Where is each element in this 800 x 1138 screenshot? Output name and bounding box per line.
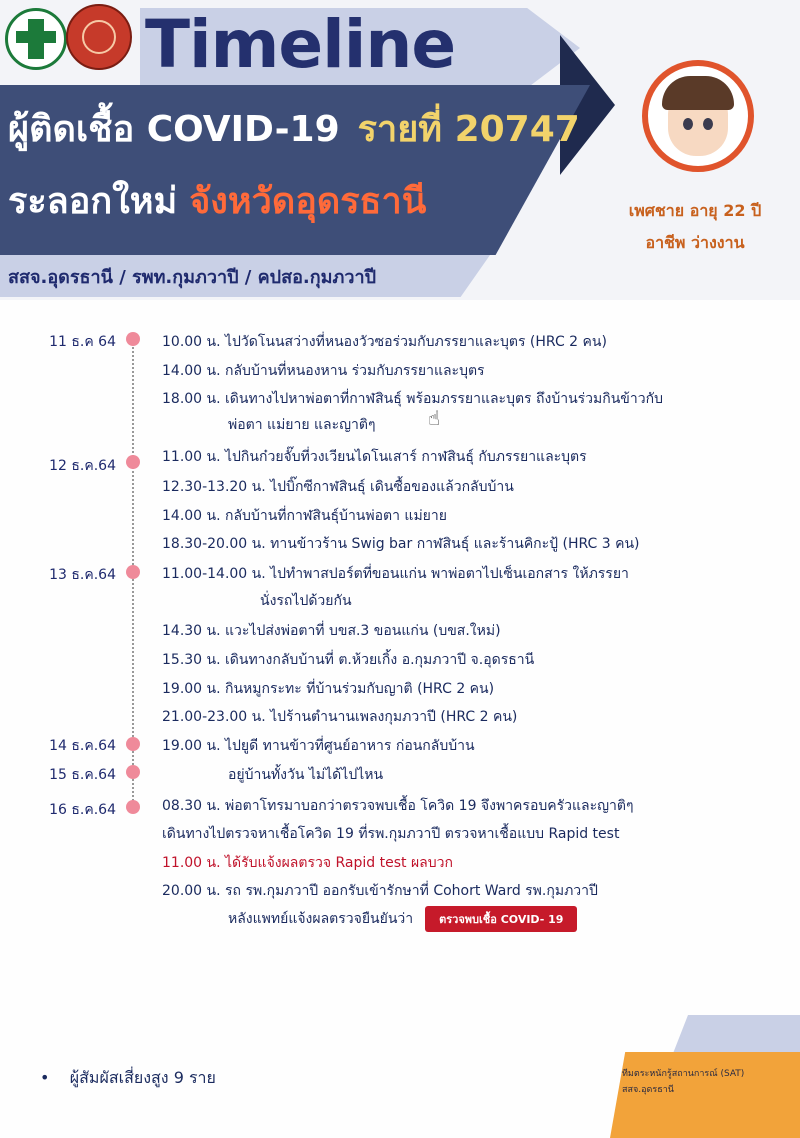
- bullet-dot: •: [40, 1068, 70, 1087]
- person-info: [600, 195, 790, 259]
- timeline-date: 14 ธ.ค.64: [49, 738, 116, 754]
- person-gender-age: เพศชาย อายุ 22 ปี: [628, 201, 762, 220]
- timeline-dot: [126, 455, 140, 469]
- timeline-event: 21.00-23.00 น. ไปร้านตำนานเพลงกุมภวาปี (HRC 2 คน): [162, 709, 518, 725]
- timeline-event: 19.00 น. ไปยูดี ทานข้าวที่ศูนย์อาหาร ก่อนกลับบ้าน: [162, 738, 475, 754]
- summary-item: [40, 1066, 216, 1091]
- headline-province: จังหวัดอุดรธานี: [189, 181, 427, 222]
- summary-text: ผู้สัมผัสเสี่ยงสูง 9 ราย: [69, 1068, 216, 1087]
- timeline-date: 12 ธ.ค.64: [49, 458, 116, 474]
- headline-case-number: รายที่ 20747: [357, 109, 580, 150]
- hand-cursor-icon: ☝: [428, 406, 441, 430]
- timeline-dot: [126, 737, 140, 751]
- timeline-event: 14.30 น. แวะไปส่งพ่อตาที่ บขส.3 ขอนแก่น (บขส.ใหม่): [162, 623, 501, 639]
- timeline-dot: [126, 332, 140, 346]
- timeline-event: พ่อตา แม่ยาย และญาติๆ: [228, 417, 376, 433]
- timeline-event: 10.00 น. ไปวัดโนนสว่างที่หนองวัวซอร่วมกับภรรยาและบุตร (HRC 2 คน): [162, 334, 607, 350]
- footer-team: ทีมตระหนักรู้สถานการณ์ (SAT): [622, 1069, 745, 1079]
- timeline-event: อยู่บ้านทั้งวัน ไม่ได้ไปไหน: [228, 767, 384, 783]
- footer-credit: [622, 1066, 744, 1098]
- timeline-dot: [126, 800, 140, 814]
- person-occupation: อาชีพ ว่างงาน: [645, 233, 745, 252]
- timeline-date: 16 ธ.ค.64: [49, 802, 116, 818]
- timeline-event-highlight: 11.00 น. ได้รับแจ้งผลตรวจ Rapid test ผลบวก: [162, 855, 453, 871]
- timeline-event: เดินทางไปตรวจหาเชื้อโควิด 19 ที่รพ.กุมภวาปี ตรวจหาเชื้อแบบ Rapid test: [162, 826, 620, 842]
- headline-wave-label: ระลอกใหม่: [8, 181, 178, 222]
- timeline-event-line: [228, 906, 577, 932]
- timeline-event: 14.00 น. กลับบ้านที่หนองหาน ร่วมกับภรรยาและบุตร: [162, 363, 485, 379]
- headline-line-2: [8, 172, 426, 229]
- timeline-event: 15.30 น. เดินทางกลับบ้านที่ ต.ห้วยเกิ้ง อ.กุมภวาปี จ.อุดรธานี: [162, 652, 535, 668]
- timeline-event: 20.00 น. รถ รพ.กุมภวาปี ออกรับเข้ารักษาที่ Cohort Ward รพ.กุมภวาปี: [162, 883, 598, 899]
- moph-logo: [5, 8, 67, 70]
- timeline-event: 11.00 น. ไปกินก๋วยจั๊บที่วงเวียนไดโนเสาร์ กาฬสินธุ์ กับภรรยาและบุตร: [162, 449, 587, 465]
- timeline-event: 08.30 น. พ่อตาโทรมาบอกว่าตรวจพบเชื้อ โควิด 19 จึงพาครอบครัวและญาติๆ: [162, 798, 634, 814]
- timeline-dot: [126, 565, 140, 579]
- page-title: Timeline: [145, 6, 456, 83]
- timeline-event: 19.00 น. กินหมูกระทะ ที่บ้านร่วมกับญาติ (HRC 2 คน): [162, 681, 495, 697]
- timeline-event: นั่งรถไปด้วยกัน: [260, 593, 352, 609]
- headline-line-1: [8, 100, 580, 157]
- timeline-event: หลังแพทย์แจ้งผลตรวจยืนยันว่า: [228, 911, 414, 927]
- headline-case-label: ผู้ติดเชื้อ COVID-19: [8, 109, 340, 150]
- timeline-date: 15 ธ.ค.64: [49, 767, 116, 783]
- timeline-event: 18.00 น. เดินทางไปหาพ่อตาที่กาฬสินธุ์ พร้อมภรรยาและบุตร ถึงบ้านร่วมกินข้าวกับ: [162, 391, 663, 407]
- covid-positive-badge: ตรวจพบเชื้อ COVID- 19: [425, 906, 577, 932]
- timeline-event: 11.00-14.00 น. ไปทำพาสปอร์ตที่ขอนแก่น พาพ่อตาไปเซ็นเอกสาร ให้ภรรยา: [162, 566, 629, 582]
- timeline-event: 12.30-13.20 น. ไปบิ๊กซีกาฬสินธุ์ เดินซื้อของแล้วกลับบ้าน: [162, 479, 514, 495]
- avatar-male: [642, 60, 754, 172]
- source-agencies: สสจ.อุดรธานี / รพท.กุมภวาปี / คปสอ.กุมภวาปี: [8, 267, 377, 288]
- timeline-event: 14.00 น. กลับบ้านที่กาฬสินธุ์บ้านพ่อตา แม่ยาย: [162, 508, 447, 524]
- timeline-date: 11 ธ.ค 64: [49, 334, 116, 350]
- timeline-dot: [126, 765, 140, 779]
- timeline-date: 13 ธ.ค.64: [49, 567, 116, 583]
- timeline-event: 18.30-20.00 น. ทานข้าวร้าน Swig bar กาฬสินธุ์ และร้านคิกะปู้ (HRC 3 คน): [162, 536, 640, 552]
- provincial-seal-logo: [66, 4, 132, 70]
- footer-agency: สสจ.อุดรธานี: [622, 1085, 674, 1095]
